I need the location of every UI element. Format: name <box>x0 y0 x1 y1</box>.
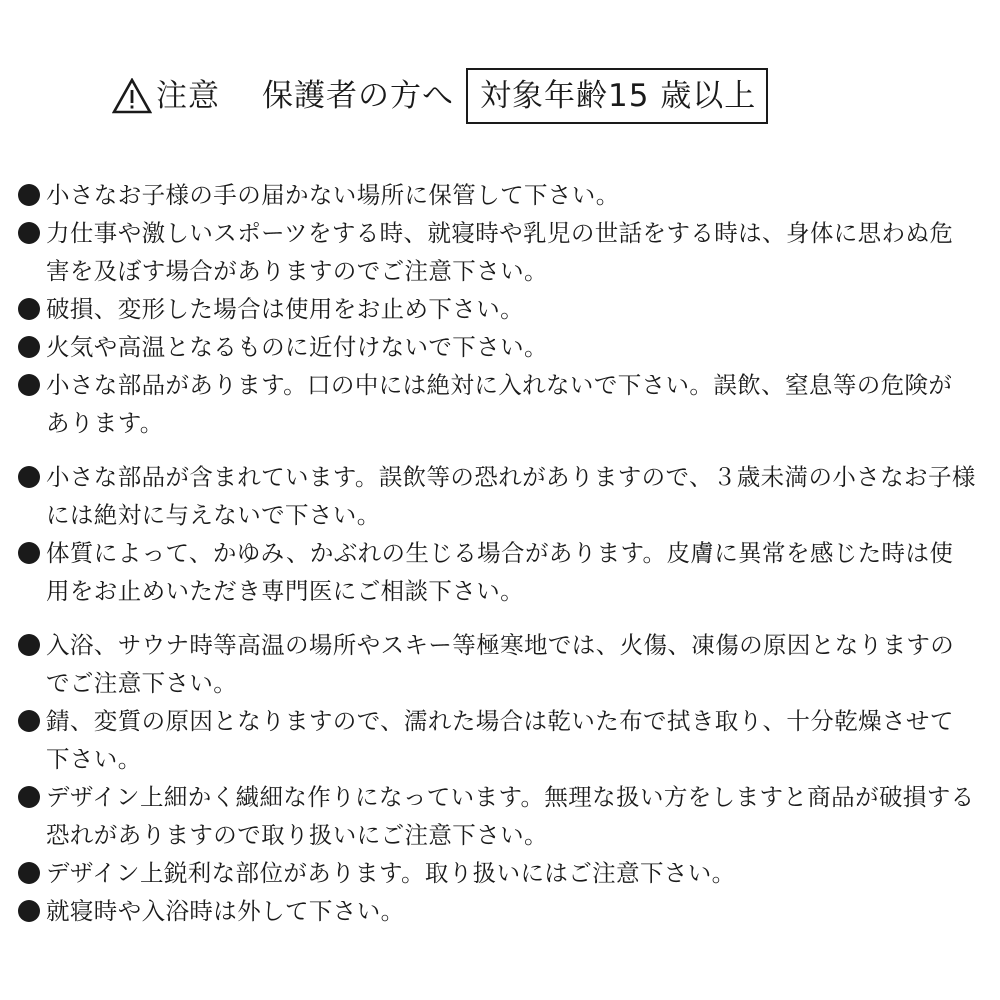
age-notice-box: 対象年齢15 歳以上 <box>466 68 768 124</box>
caution-item-5 <box>18 366 976 442</box>
caution-item-3 <box>18 290 976 328</box>
caution-item-text: 力仕事や激しいスポーツをする時、就寝時や乳児の世話をする時は、身体に思わぬ危害を及ぼす場合がありますのでご注意下さい。 <box>46 219 954 285</box>
bullet-icon <box>18 184 40 206</box>
caution-label: 注意 <box>156 78 220 114</box>
caution-item-text: 破損、変形した場合は使用をお止め下さい。 <box>46 295 524 323</box>
bullet-icon <box>18 466 40 488</box>
caution-item-10 <box>18 778 976 854</box>
caution-list <box>18 176 976 930</box>
caution-item-8 <box>18 626 976 702</box>
bullet-icon <box>18 298 40 320</box>
bullet-icon <box>18 222 40 244</box>
bullet-icon <box>18 374 40 396</box>
caution-item-4 <box>18 328 976 366</box>
caution-item-text: 錆、変質の原因となりますので、濡れた場合は乾いた布で拭き取り、十分乾燥させて下さい。 <box>46 707 954 773</box>
bullet-icon <box>18 900 40 922</box>
caution-item-7 <box>18 534 976 610</box>
caution-item-6 <box>18 458 976 534</box>
caution-item-text: デザイン上鋭利な部位があります。取り扱いにはご注意下さい。 <box>46 859 736 887</box>
bullet-icon <box>18 710 40 732</box>
caution-item-text: 小さな部品があります。口の中には絶対に入れないで下さい。誤飲、窒息等の危険があります。 <box>46 371 953 437</box>
caution-item-9 <box>18 702 976 778</box>
caution-item-text: 就寝時や入浴時は外して下さい。 <box>46 897 405 925</box>
caution-item-12 <box>18 892 976 930</box>
caution-item-text: 小さな部品が含まれています。誤飲等の恐れがありますので、３歳未満の小さなお子様には絶対に与えないで下さい。 <box>46 463 976 529</box>
bullet-icon <box>18 336 40 358</box>
bullet-icon <box>18 862 40 884</box>
bullet-icon <box>18 542 40 564</box>
caution-item-text: 火気や高温となるものに近付けないで下さい。 <box>46 333 548 361</box>
caution-item-11 <box>18 854 976 892</box>
bullet-icon <box>18 786 40 808</box>
caution-header <box>112 64 768 128</box>
warning-triangle-icon <box>112 78 152 114</box>
caution-item-2 <box>18 214 976 290</box>
bullet-icon <box>18 634 40 656</box>
caution-item-text: 小さなお子様の手の届かない場所に保管して下さい。 <box>46 181 620 209</box>
audience-label: 保護者の方へ <box>262 78 454 114</box>
caution-item-text: デザイン上細かく繊細な作りになっています。無理な扱い方をしますと商品が破損する恐れがありますので取り扱いにご注意下さい。 <box>46 783 975 849</box>
caution-item-text: 入浴、サウナ時等高温の場所やスキー等極寒地では、火傷、凍傷の原因となりますのでご注意下さい。 <box>46 631 955 697</box>
caution-item-text: 体質によって、かゆみ、かぶれの生じる場合があります。皮膚に異常を感じた時は使用をお止めいただき専門医にご相談下さい。 <box>46 539 954 605</box>
caution-item-1 <box>18 176 976 214</box>
